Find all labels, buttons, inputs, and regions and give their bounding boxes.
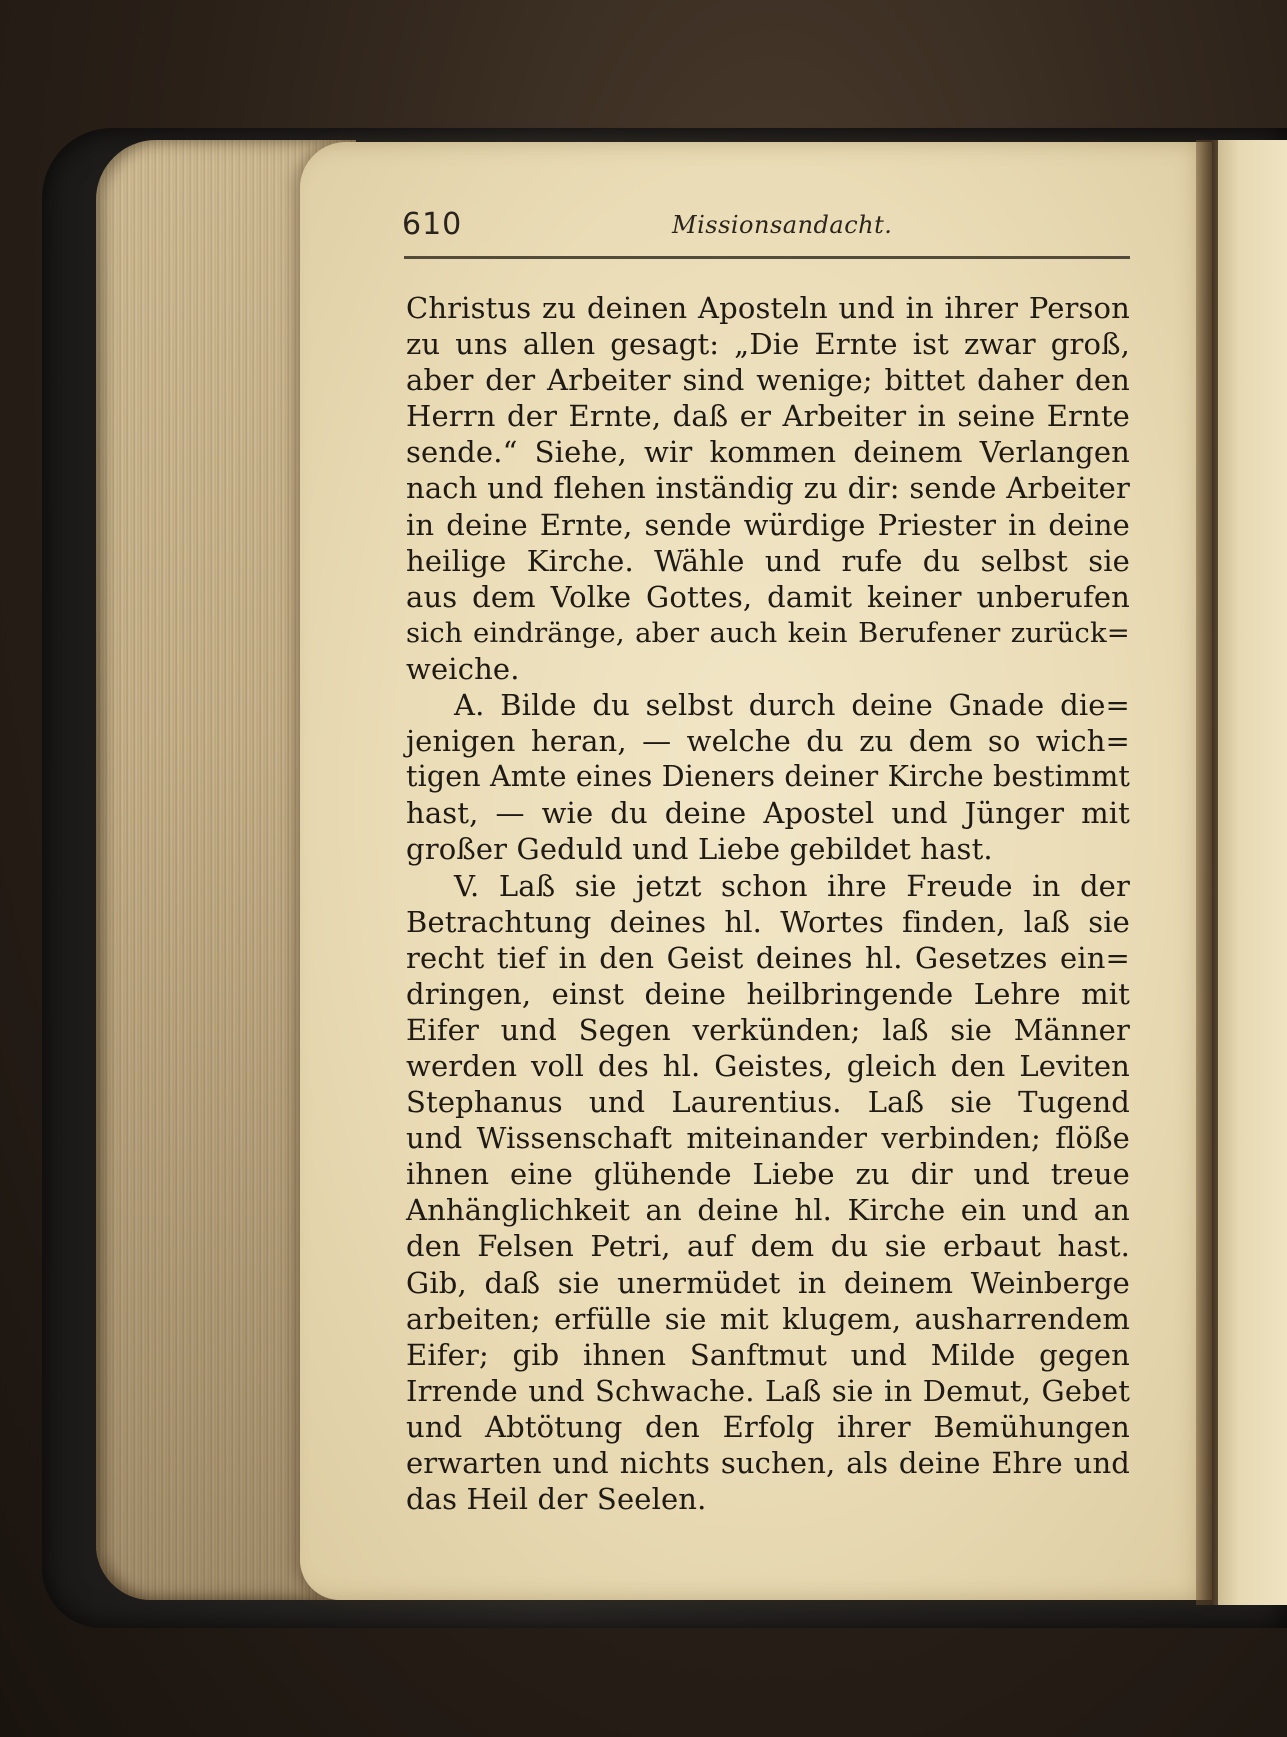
text-line: arbeiten; erfülle sie mit klugem, ausharrendem	[406, 1301, 1130, 1336]
body-text	[406, 290, 1130, 1517]
text-line: großer Geduld und Liebe gebildet hast.	[406, 832, 993, 867]
text-line: weiche.	[406, 651, 520, 686]
text-line: Anhänglichkeit an deine hl. Kirche ein und an	[406, 1193, 1130, 1228]
text-line: dringen, einst deine heilbringende Lehre mit	[406, 976, 1130, 1011]
text-line: sich eindränge, aber auch kein Berufener zurück=	[406, 616, 1130, 649]
running-head: Missionsandacht.	[672, 211, 893, 239]
paragraph-start: V. Laß sie jetzt schon ihre Freude in der	[454, 868, 1130, 903]
text-line: Eifer; gib ihnen Sanftmut und Milde gegen	[406, 1337, 1130, 1372]
header-rule	[404, 256, 1130, 259]
text-line: Betrachtung deines hl. Wortes finden, laß sie	[406, 904, 1130, 939]
text-line: erwarten und nichts suchen, als deine Ehre und	[406, 1446, 1130, 1480]
text-line: zu uns allen gesagt: „Die Ernte ist zwar groß,	[406, 327, 1130, 362]
text-line: in deine Ernte, sende würdige Priester in deine	[406, 507, 1130, 542]
text-line: das Heil der Seelen.	[406, 1482, 707, 1517]
text-line: Gib, daß sie unermüdet in deinem Weinberge	[406, 1265, 1130, 1300]
text-line: aber der Arbeiter sind wenige; bittet daher den	[406, 363, 1130, 398]
text-line: und Wissenschaft miteinander verbinden; flöße	[406, 1121, 1130, 1156]
text-line: den Felsen Petri, auf dem du sie erbaut hast.	[406, 1229, 1130, 1264]
text-line: aus dem Volke Gottes, damit keiner unberufen	[406, 579, 1130, 614]
text-line: heilige Kirche. Wähle und rufe du selbst sie	[406, 543, 1130, 578]
text-line: Irrende und Schwache. Laß sie in Demut, Gebet	[406, 1373, 1130, 1408]
text-line: nach und flehen inständig zu dir: sende Arbeiter	[406, 471, 1130, 506]
text-line: und Abtötung den Erfolg ihrer Bemühungen	[406, 1409, 1130, 1444]
text-line: ihnen eine glühende Liebe zu dir und treue	[406, 1157, 1130, 1192]
paragraph-start: A. Bilde du selbst durch deine Gnade die=	[454, 688, 1130, 723]
text-line: werden voll des hl. Geistes, gleich den Leviten	[406, 1048, 1130, 1083]
facing-page	[1218, 140, 1287, 1605]
text-line: Stephanus und Laurentius. Laß sie Tugend	[406, 1085, 1130, 1120]
page-number: 610	[402, 207, 463, 242]
text-line: recht tief in den Geist deines hl. Gesetzes ein=	[406, 940, 1130, 975]
text-line: jenigen heran, — welche du zu dem so wich=	[406, 724, 1130, 759]
text-line: Herrn der Ernte, daß er Arbeiter in seine Ernte	[406, 399, 1130, 434]
page-header	[402, 207, 1132, 247]
text-line: hast, — wie du deine Apostel und Jünger mit	[406, 796, 1130, 831]
text-line: sende.“ Siehe, wir kommen deinem Verlangen	[406, 435, 1130, 470]
text-line: Eifer und Segen verkünden; laß sie Männer	[406, 1012, 1130, 1047]
text-line: Christus zu deinen Aposteln und in ihrer Person	[406, 291, 1130, 325]
text-line: tigen Amte eines Dieners deiner Kirche bestimmt	[406, 760, 1130, 794]
